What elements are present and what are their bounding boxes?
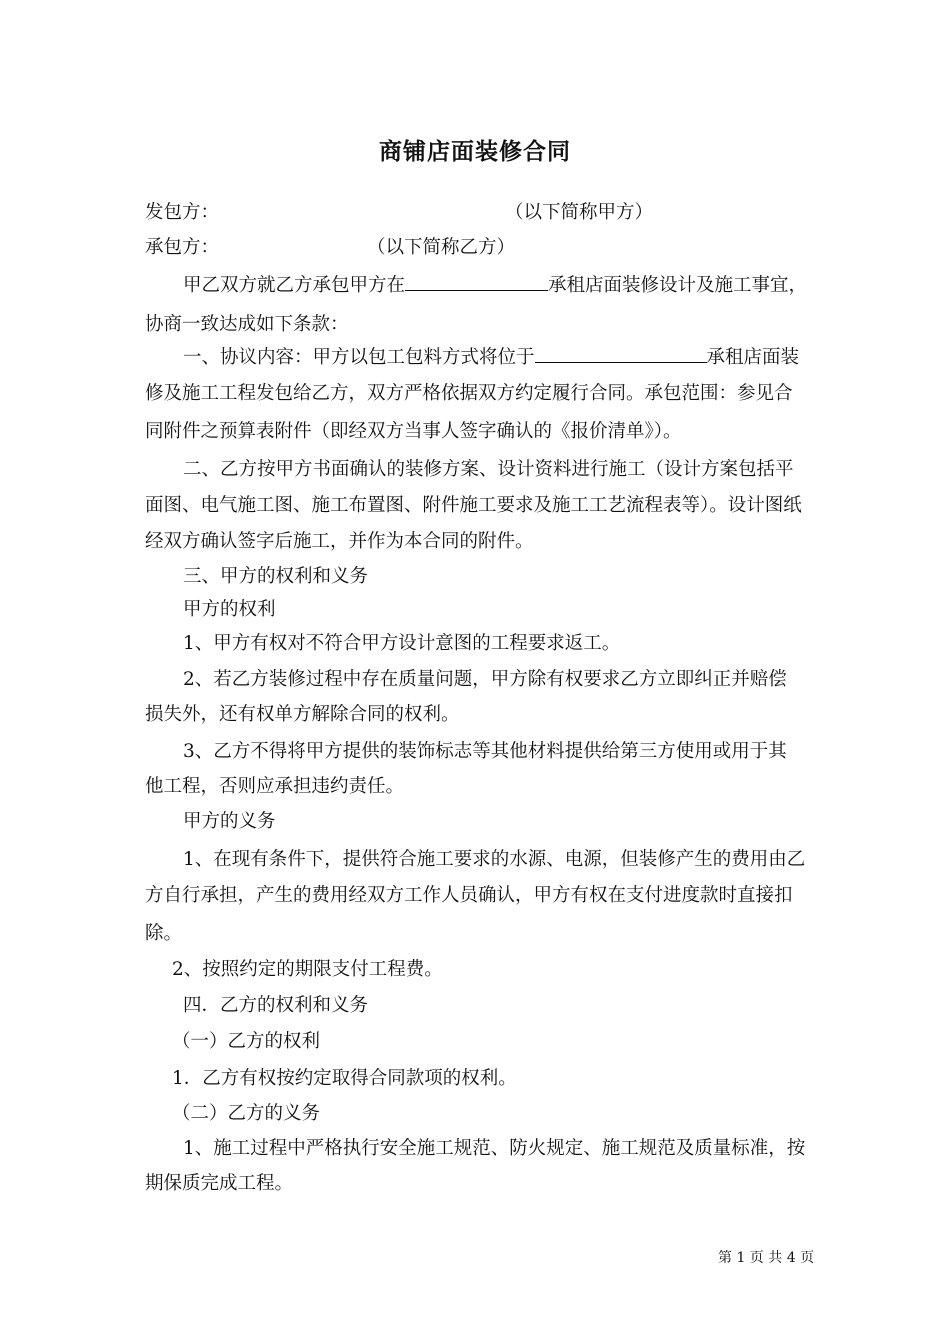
party-a-right-3-line-1: 3、乙方不得将甲方提供的装饰标志等其他材料提供给第三方使用或用于其 xyxy=(183,741,787,762)
party-b-duties-heading: （二）乙方的义务 xyxy=(172,1103,321,1124)
section-1-line-3: 同附件之预算表附件（即经双方当事人签字确认的《报价清单》）。 xyxy=(145,421,682,442)
party-b-line xyxy=(145,236,219,260)
page-indicator: 第 1 页 共 4 页 xyxy=(718,1250,815,1266)
party-a-duties-heading: 甲方的义务 xyxy=(183,811,276,832)
section-1-line-1-post: 承租店面装 xyxy=(706,347,800,368)
party-a-duty-1-line-2: 方自行承担，产生的费用经双方工作人员确认，甲方有权在支付进度款时直接扣 xyxy=(145,885,793,906)
party-b-duty-1-line-1: 1、施工过程中严格执行安全施工规范、防火规定、施工规范及质量标准，按 xyxy=(183,1138,806,1159)
party-b-note: （以下简称乙方） xyxy=(367,237,516,258)
party-a-duty-1-line-3: 除。 xyxy=(145,923,183,944)
party-a-duty-2: 2、按照约定的期限支付工程费。 xyxy=(172,959,443,980)
section-3-heading: 三、甲方的权利和义务 xyxy=(183,566,369,587)
party-a-right-1: 1、甲方有权对不符合甲方设计意图的工程要求返工。 xyxy=(183,633,621,654)
address-blank xyxy=(535,344,707,363)
location-blank xyxy=(405,272,548,291)
section-2-line-1: 二、乙方按甲方书面确认的装修方案、设计资料进行施工（设计方案包括平 xyxy=(183,459,794,480)
intro-line-2: 协商一致达成如下条款： xyxy=(145,314,349,335)
party-a-right-2-line-2: 损失外，还有权单方解除合同的权利。 xyxy=(145,704,460,725)
party-b-label: 承包方： xyxy=(145,237,220,258)
section-1-line-2: 修及施工工程发包给乙方，双方严格依据双方约定履行合同。承包范围：参见合 xyxy=(145,383,793,404)
party-b-right-1: 1．乙方有权按约定取得合同款项的权利。 xyxy=(172,1068,517,1089)
party-a-rights-heading: 甲方的权利 xyxy=(183,599,276,620)
party-a-right-2-line-1: 2、若乙方装修过程中存在质量问题，甲方除有权要求乙方立即纠正并赔偿 xyxy=(183,669,787,690)
section-1-line-1 xyxy=(183,344,799,370)
document-title: 商铺店面装修合同 xyxy=(379,139,571,165)
party-b-duty-1-line-2: 期保质完成工程。 xyxy=(145,1173,294,1194)
party-b-rights-heading: （一）乙方的权利 xyxy=(172,1031,321,1052)
intro-line-1 xyxy=(183,272,807,298)
party-a-note: （以下简称甲方） xyxy=(505,202,654,223)
intro-line-1-pre: 甲乙双方就乙方承包甲方在 xyxy=(183,275,406,296)
party-a-right-3-line-2: 他工程，否则应承担违约责任。 xyxy=(145,776,405,797)
section-4-heading: 四．乙方的权利和义务 xyxy=(183,995,369,1016)
party-a-line xyxy=(145,201,219,225)
party-a-label: 发包方： xyxy=(145,202,220,223)
section-1-line-1-pre: 一、协议内容：甲方以包工包料方式将位于 xyxy=(183,347,535,368)
section-2-line-3: 经双方确认签字后施工，并作为本合同的附件。 xyxy=(145,531,534,552)
section-2-line-2: 面图、电气施工图、施工布置图、附件施工要求及施工工艺流程表等）。设计图纸 xyxy=(145,495,802,516)
party-a-duty-1-line-1: 1、在现有条件下，提供符合施工要求的水源、电源，但装修产生的费用由乙 xyxy=(183,849,806,870)
intro-line-1-post: 承租店面装修设计及施工事宜， xyxy=(548,275,808,296)
